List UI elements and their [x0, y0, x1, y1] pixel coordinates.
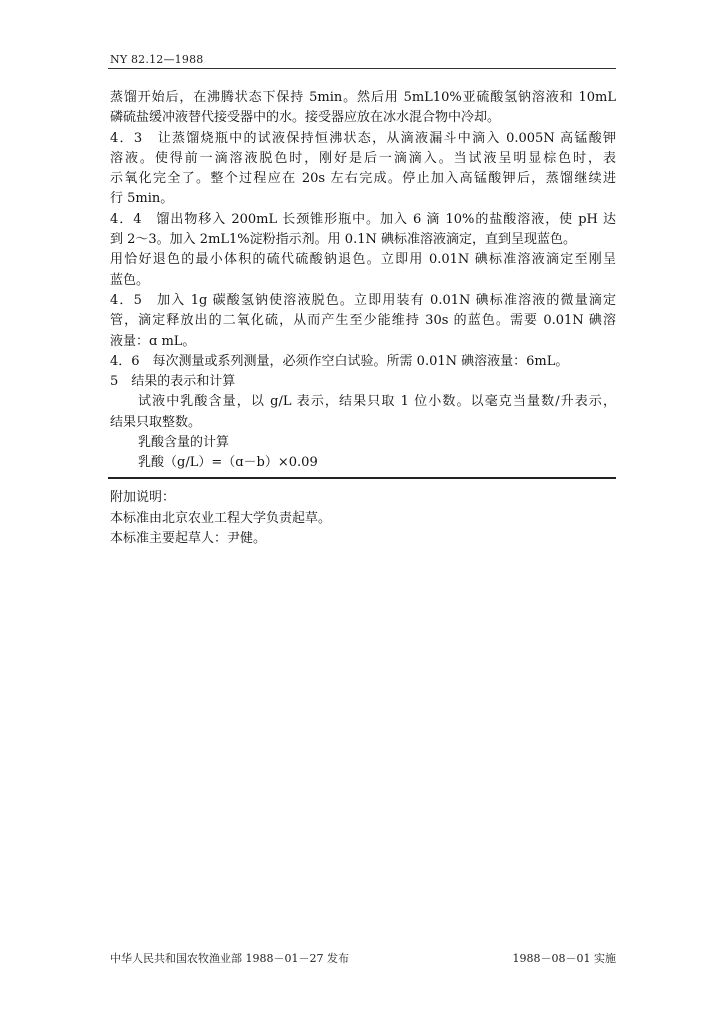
appendix-line: 本标准由北京农业工程大学负责起草。 [110, 510, 332, 526]
text-line: 蓝色。 [110, 272, 150, 288]
appendix-line: 本标准主要起草人：尹健。 [110, 531, 267, 546]
header-rule [108, 68, 616, 69]
text-line: 液量：ɑ mL。 [110, 333, 196, 349]
text-line: 结果只取整数。 [110, 414, 202, 430]
standard-code: NY 82.12—1988 [110, 53, 204, 66]
appendix [110, 488, 616, 550]
text-line: 到 2～3。加入 2mL1%淀粉指示剂。用 0.1N 碘标准溶液滴定，直到呈现蓝色。 [110, 232, 576, 248]
clause-4-5: 4．5 加入 1g 碳酸氢钠使溶液脱色。立即用装有 0.01N 碘标准溶液的微量滴定 [110, 292, 616, 308]
appendix-heading: 附加说明： [110, 490, 176, 505]
clause-4-6: 4．6 每次测量或系列测量，必须作空白试验。所需 0.01N 碘溶液量：6mL。 [110, 353, 569, 369]
section-5-heading: 5 结果的表示和计算 [110, 374, 236, 390]
issue-statement: 中华人民共和国农牧渔业部 1988－01－27 发布 [110, 952, 349, 965]
text-line: 溶液。使得前一滴溶液脱色时，刚好是后一滴滴入。当试液呈明显棕色时，表 [110, 150, 616, 166]
section-rule [108, 477, 616, 479]
text-line: 试液中乳酸含量，以 g/L 表示，结果只取 1 位小数。以毫克当量数/升表示， [138, 394, 616, 410]
body-text [110, 88, 616, 474]
text-line: 示氧化完全了。整个过程应在 20s 左右完成。停止加入高锰酸钾后，蒸馏继续进 [110, 171, 616, 187]
text-line: 管，滴定释放出的二氧化硫，从而产生至少能维持 30s 的蓝色。需要 0.01N 碘溶 [110, 313, 616, 329]
effective-date: 1988－08－01 实施 [512, 952, 616, 965]
clause-4-4: 4．4 馏出物移入 200mL 长颈锥形瓶中。加入 6 滴 10%的盐酸溶液，使 pH 达 [110, 211, 616, 227]
formula: 乳酸（g/L）=（ɑ－b）×0.09 [138, 455, 318, 471]
text-line: 行 5min。 [110, 191, 174, 207]
text-line: 用恰好退色的最小体积的硫代硫酸钠退色。立即用 0.01N 碘标准溶液滴定至刚呈 [110, 252, 616, 268]
calculation-heading: 乳酸含量的计算 [138, 435, 230, 451]
text-line: 蒸馏开始后，在沸腾状态下保持 5min。然后用 5mL10%亚硫酸氢钠溶液和 10mL [110, 90, 616, 105]
clause-4-3: 4．3 让蒸馏烧瓶中的试液保持恒沸状态，从滴液漏斗中滴入 0.005N 高锰酸钾 [110, 130, 616, 146]
text-line: 磷硫盐缓冲液替代接受器中的水。接受器应放在冰水混合物中冷却。 [110, 110, 501, 126]
